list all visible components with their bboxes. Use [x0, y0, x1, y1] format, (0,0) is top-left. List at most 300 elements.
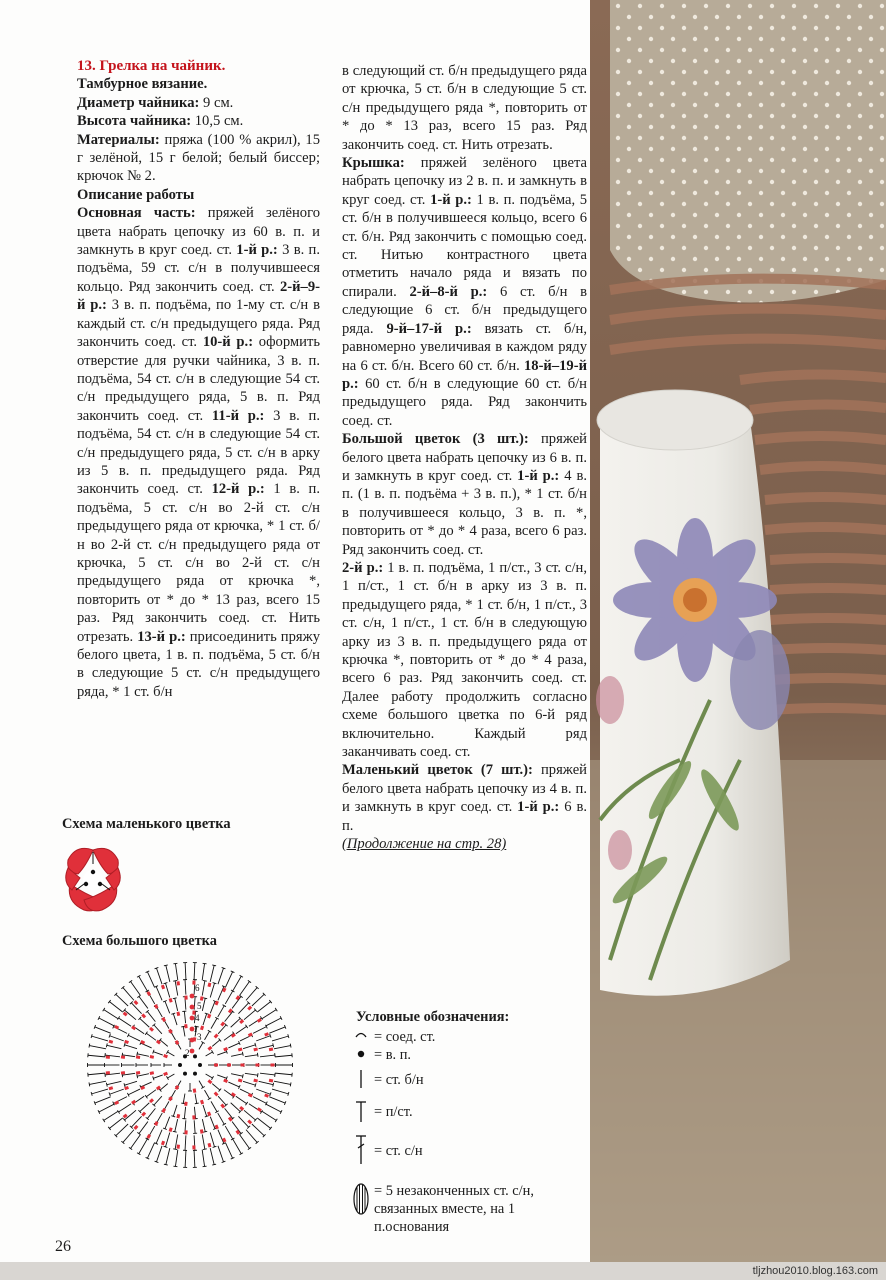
slip-stitch-mark: [256, 1064, 260, 1067]
slip-stitch-mark: [264, 1032, 269, 1036]
stitch-mark: [210, 965, 214, 982]
stitch-mark: [225, 1108, 233, 1118]
stitch-cap: [153, 1050, 154, 1054]
stitch-mark: [205, 1031, 210, 1040]
row-label: 9-й–17-й р.:: [386, 320, 472, 337]
lid-paragraph: [342, 154, 587, 430]
stitch-mark: [228, 1043, 239, 1048]
round-start-mark: [190, 1005, 195, 1010]
stitch-mark: [236, 1096, 247, 1103]
stitch-mark: [89, 1046, 106, 1049]
stitch-cap: [248, 980, 251, 982]
stitch-cap: [91, 1034, 92, 1038]
row-label: 11-й р.:: [211, 407, 265, 424]
stitch-mark: [147, 1108, 155, 1118]
stitch-mark: [185, 980, 186, 995]
slip-stitch-mark: [154, 1004, 159, 1009]
slip-stitch-mark: [176, 1114, 180, 1119]
stitch-mark: [257, 1118, 270, 1129]
slip-stitch-mark: [184, 1130, 187, 1134]
stitch-mark: [199, 1042, 203, 1049]
stitch-cap: [137, 1074, 138, 1078]
legend-title: Условные обозначения:: [356, 1009, 510, 1025]
chain-mark: [178, 1063, 182, 1067]
stitch-cap: [164, 1164, 168, 1165]
slip-stitch-mark: [106, 1071, 110, 1074]
legend-text: = соед. ст.: [374, 1029, 436, 1045]
stitch-cap: [203, 1131, 207, 1132]
legend-item: [350, 1182, 574, 1236]
stitch-cap: [203, 1166, 207, 1167]
stitch-mark: [244, 1010, 255, 1020]
stitch-mark: [217, 1052, 226, 1055]
big-flower-paragraph: [342, 430, 587, 559]
double-crochet-icon: [350, 1134, 372, 1166]
slip-stitch-mark: [175, 1040, 180, 1045]
stitch-mark: [153, 1052, 162, 1055]
small-flower-label: Маленький цветок (7 шт.):: [342, 762, 533, 779]
stitch-mark: [160, 1084, 168, 1090]
row-label: 1-й р.:: [517, 467, 560, 484]
diameter-label: Диаметр чайника:: [77, 94, 200, 111]
stitch-cap: [205, 1013, 209, 1014]
legend-text: = 5 незаконченных ст. с/н, связанных вместе, на 1 п.основания: [374, 1183, 534, 1235]
stitch-mark: [262, 1111, 276, 1120]
slip-stitch-mark: [163, 1054, 168, 1058]
slip-stitch-mark: [200, 1100, 204, 1105]
stitch-mark: [274, 1081, 291, 1084]
stitch-mark: [139, 1139, 148, 1154]
stitch-cap: [203, 963, 207, 964]
cluster-icon: [350, 1182, 372, 1216]
stitch-mark: [131, 1135, 141, 1149]
stitch-cap: [155, 967, 159, 968]
stitch-mark: [140, 1103, 150, 1112]
stitch-cap: [213, 1146, 217, 1147]
stitch-mark: [147, 1143, 154, 1158]
row-label: 1-й р.:: [517, 799, 560, 816]
stitch-cap: [173, 980, 177, 981]
stitch-mark: [88, 1073, 105, 1075]
stitch-mark: [156, 968, 162, 984]
description-heading: Описание работы: [77, 186, 195, 203]
row-text: 1 в. п. подъёма, 5 ст. б/н в получившееся кольцо, всего 6 ст. б/н. Ряд закончить с помощью соед. ст. Нитью контрастного цвета отметить начало ряда и вязать по спирали.: [342, 191, 588, 300]
slip-stitch-mark: [161, 1108, 166, 1113]
stitch-cap: [173, 1131, 177, 1132]
stitch-cap: [273, 1083, 274, 1087]
stitch-mark: [194, 1150, 195, 1167]
stitch-mark: [139, 1122, 148, 1134]
stitch-mark: [233, 976, 242, 991]
stitch-mark: [202, 1150, 204, 1167]
slip-stitch-mark: [161, 985, 165, 990]
chain-icon: [350, 1046, 372, 1060]
slip-stitch-mark: [223, 1047, 228, 1051]
stitch-mark: [109, 1002, 122, 1013]
technique-line: [77, 75, 320, 93]
stitch-mark: [246, 988, 257, 1001]
stitch-mark: [218, 1130, 224, 1144]
slip-stitch-mark: [239, 1106, 244, 1111]
stitch-mark: [141, 1043, 152, 1048]
stitch-mark: [262, 1010, 276, 1019]
stitch-cap: [270, 1034, 271, 1038]
stitch-mark: [218, 1096, 226, 1105]
stitch-mark: [246, 1130, 257, 1143]
stitch-mark: [125, 1045, 137, 1049]
stitch-mark: [154, 1096, 162, 1105]
stitch-mark: [231, 1074, 243, 1076]
stitch-cap: [242, 1052, 243, 1056]
slip-stitch-mark: [207, 1046, 212, 1051]
row-label: 13-й р.:: [137, 628, 186, 645]
stitch-mark: [92, 1089, 108, 1094]
slip-stitch-mark: [235, 1130, 240, 1135]
stitch-mark: [253, 1097, 266, 1104]
stitch-cap: [124, 1043, 125, 1047]
stitch-cap: [288, 1092, 289, 1096]
row-text: 4 в. п. (1 в. п. подъёма + 3 в. п.), * 1 ст. б/н в получившееся кольцо, 3 в. п. *, повторить от * до * 4 раза, всего 6 раз. Ряд закончить соед. ст.: [342, 467, 587, 558]
stitch-mark: [88, 1055, 105, 1057]
materials-value: пряжа (100 % акрил), 15 г зелёной, 15 г белой; белый биссер; крючок № 2.: [77, 131, 320, 185]
big-flower-row2-paragraph: [342, 559, 587, 761]
stitch-cap: [155, 1161, 159, 1162]
stitch-mark: [210, 1117, 215, 1129]
stitch-mark: [238, 1003, 248, 1014]
stitch-mark: [272, 1089, 288, 1094]
stitch-cap: [164, 1146, 168, 1147]
row-label: 2-й р.:: [342, 559, 384, 576]
single-crochet-icon: [350, 1068, 372, 1090]
row-text: 6 ст. б/н в следующие 6 ст. б/н предыдущего ряда.: [342, 283, 588, 337]
stitch-mark: [253, 1027, 266, 1034]
stitch-cap: [203, 980, 207, 981]
stitch-mark: [228, 1082, 239, 1087]
stitch-mark: [212, 1040, 220, 1046]
stitch-cap: [290, 1044, 291, 1048]
stitch-mark: [218, 968, 224, 984]
stitch-mark: [218, 1146, 224, 1162]
slip-stitch-mark: [176, 981, 180, 985]
stitch-mark: [240, 1135, 250, 1149]
stitch-mark: [194, 997, 195, 1010]
slip-stitch-mark: [200, 1129, 204, 1133]
lid-label: Крышка:: [342, 155, 405, 172]
stitch-cap: [255, 1043, 256, 1047]
stitch-mark: [245, 1073, 258, 1075]
round-start-mark: [190, 994, 195, 999]
round-number: 2: [185, 1048, 190, 1058]
stitch-mark: [233, 1139, 242, 1154]
lid-text: пряжей зелёного цвета набрать цепочку из 2 в. п. и замкнуть в круг соед. ст.: [342, 155, 587, 208]
slip-stitch-mark: [161, 1141, 165, 1146]
stitch-mark: [140, 1018, 150, 1027]
stitch-cap: [106, 1083, 107, 1087]
stitch-cap: [212, 1164, 216, 1165]
slip-stitch-mark: [184, 1024, 187, 1028]
polka-dot-fabric: [610, 0, 886, 303]
big-flower-diagram: [55, 960, 330, 1190]
legend-text: = в. п.: [374, 1047, 412, 1063]
row-label: 18-й–19-й р.:: [342, 357, 587, 392]
stitch-mark: [211, 1018, 217, 1028]
stitch-mark: [166, 965, 170, 982]
stitch-cap: [290, 1082, 291, 1086]
round-start-mark: [190, 1049, 195, 1054]
stitch-mark: [238, 1116, 248, 1127]
stitch-mark: [110, 1036, 124, 1041]
slip-stitch-mark: [253, 1048, 258, 1052]
stitch-mark: [231, 1018, 241, 1027]
legend-item: [350, 1028, 435, 1046]
slip-stitch-mark: [168, 1096, 173, 1101]
row-text: 1 в. п. подъёма, 1 п/ст., 3 ст. с/н, 1 п/ст., 1 ст. б/н в арку из 3 в. п. предыдущего ряда, * 1 ст. б/н, 1 п/ст., 3 ст. с/н, 1 п/ст., 1 ст. б/н в следующую арку из 3 в. п. предыдущего ряда от крючка *, повторить от * до * 4 раза, всего 6 раз. Ряд закончить соед. ст. Далее работу продолжить согласно схеме большого цветка по 6-й ряд включительно. Каждый ряд заканчивать соед. ст.: [342, 559, 588, 761]
stitch-mark: [218, 986, 224, 1000]
slip-stitch-mark: [149, 1027, 154, 1032]
slip-stitch-mark: [227, 1064, 231, 1067]
slip-stitch-mark: [247, 1006, 252, 1011]
stitch-mark: [146, 1090, 156, 1097]
stitch-mark: [116, 1124, 128, 1136]
stitch-mark: [107, 1081, 122, 1084]
stitch-mark: [272, 1036, 288, 1041]
stitch-cap: [270, 1092, 271, 1096]
stitch-mark: [89, 1081, 106, 1084]
stitch-cap: [257, 1073, 258, 1077]
stitch-mark: [147, 972, 154, 987]
small-flower-paragraph: [342, 761, 587, 835]
stitch-mark: [156, 1146, 162, 1162]
slip-stitch-mark: [269, 1079, 273, 1083]
slip-stitch-mark: [141, 1013, 146, 1018]
stitch-mark: [166, 1148, 170, 1165]
stitch-mark: [226, 1143, 233, 1158]
slip-stitch-mark: [134, 1125, 139, 1130]
row-text: 3 в. п. подъёма, по 1-му ст. с/н в каждый ст. с/н предыдущего ряда. Ряд закончить соед. ст.: [77, 297, 320, 351]
slip-stitch-mark: [214, 1064, 218, 1067]
continued-note[interactable]: (Продолжение на стр. 28): [342, 836, 507, 853]
pattern-title: 13. Грелка на чайник.: [77, 58, 226, 74]
stitch-cap: [173, 1149, 177, 1150]
stitch-mark: [185, 1135, 186, 1150]
text-column-left: [77, 57, 320, 701]
stitch-mark: [95, 1097, 111, 1103]
slip-stitch-mark: [214, 1034, 219, 1039]
slip-stitch-mark: [192, 1145, 195, 1149]
stitch-cap: [288, 1034, 289, 1038]
stitch-mark: [231, 1054, 243, 1056]
stitch-mark: [257, 1002, 270, 1013]
legend-text: = ст. с/н: [374, 1143, 423, 1159]
stitch-cap: [129, 980, 132, 982]
stitch-mark: [252, 994, 264, 1006]
stitch-mark: [92, 1036, 108, 1041]
stitch-mark: [173, 1105, 177, 1116]
slip-stitch-mark: [141, 1112, 146, 1117]
slip-stitch-mark: [163, 1072, 168, 1076]
stitch-mark: [175, 1119, 178, 1132]
round-start-mark: [190, 1016, 195, 1021]
stitch-cap: [106, 1043, 107, 1047]
stitch-mark: [139, 976, 148, 991]
stitch-mark: [252, 1124, 264, 1136]
text-column-right: [342, 62, 587, 853]
height-label: Высота чайника:: [77, 113, 192, 130]
stitch-mark: [202, 981, 205, 996]
stitch-mark: [210, 1148, 214, 1165]
slip-stitch-mark: [146, 991, 151, 996]
slip-stitch-mark: [223, 1079, 228, 1083]
slip-stitch-mark: [140, 1086, 145, 1090]
stitch-mark: [231, 1103, 241, 1112]
row-text: оформить отверстие для ручки чайника, 3 в. п. подъёма, 54 ст. с/н в следующие 54 ст. с/н предыдущего ряда, 5 в. п. Ряд закончить соед. ст.: [77, 334, 321, 424]
chain-mark: [183, 1072, 187, 1076]
legend: [350, 1008, 590, 1235]
slip-stitch-mark: [257, 1107, 262, 1112]
stitch-mark: [99, 1018, 114, 1026]
stitch-mark: [210, 1001, 215, 1013]
stitch-cap: [257, 1053, 258, 1057]
stitch-mark: [123, 988, 134, 1001]
stitch-cap: [129, 1147, 132, 1149]
stitch-mark: [202, 964, 204, 981]
row-label: 2-й–8-й р.:: [409, 283, 488, 300]
slip-stitch-mark: [208, 983, 212, 988]
row-text: присоединить пряжу белого цвета, 1 в. п. подъёма, 5 ст. б/н в следующие 5 ст. с/н предыдущего ряда, * 1 ст. б/н: [77, 628, 320, 700]
stitch-mark: [199, 1081, 203, 1088]
stitch-mark: [226, 972, 233, 987]
stitch-mark: [156, 986, 162, 1000]
small-flower-scheme-caption: Схема маленького цветка: [62, 816, 231, 832]
stitch-mark: [211, 1101, 217, 1111]
stitch-mark: [153, 1075, 162, 1078]
chain-mark: [193, 1054, 197, 1058]
slip-stitch-mark: [253, 1079, 258, 1083]
stitch-mark: [274, 1046, 291, 1049]
stitch-mark: [128, 1089, 140, 1095]
continued-link-line: [342, 835, 587, 853]
slip-stitch-mark: [193, 1088, 197, 1092]
stitch-mark: [275, 1073, 292, 1075]
legend-text: = п/ст.: [374, 1104, 413, 1120]
stitch-cap: [273, 1043, 274, 1047]
slip-stitch-mark: [109, 1086, 114, 1090]
stitch-cap: [255, 1083, 256, 1087]
stitch-mark: [175, 1150, 177, 1167]
stitch-cap: [212, 965, 216, 966]
row-label: 1-й р.:: [430, 191, 472, 208]
stitch-mark: [165, 983, 169, 997]
stitch-mark: [139, 996, 148, 1008]
legend-item: [350, 1068, 424, 1090]
stitch-mark: [266, 1104, 281, 1112]
slip-stitch-mark: [134, 1000, 139, 1005]
stitch-mark: [128, 1035, 140, 1041]
materials-label: Материалы:: [77, 131, 160, 148]
stitch-mark: [218, 1025, 226, 1034]
stitch-cap: [173, 998, 177, 999]
stitch-mark: [119, 1018, 132, 1026]
stitch-mark: [275, 1055, 292, 1057]
stitch-cap: [195, 1103, 199, 1104]
legend-item: [350, 1046, 411, 1064]
stitch-mark: [110, 1089, 124, 1094]
stitch-cap: [89, 1082, 90, 1086]
chain-mark: [193, 1072, 197, 1076]
legend-text: = ст. б/н: [374, 1072, 424, 1088]
stitch-mark: [194, 1120, 195, 1133]
slip-stitch-mark: [169, 998, 173, 1003]
main-part-label: Основная часть:: [77, 205, 196, 222]
row-text: 3 в. п. подъёма, 54 ст. с/н в следующие 54 ст. с/н предыдущего ряда, 5 ст. с/н в арку из 5 в. п. предыдущего ряда. Ряд закончить соед. ст.: [77, 407, 320, 498]
stitch-mark: [109, 1118, 122, 1129]
stitch-mark: [167, 1074, 174, 1078]
round-number: 6: [195, 983, 200, 993]
slip-stitch-mark: [208, 1143, 212, 1148]
row-text: 1 в. п. подъёма, 5 ст. с/н во 2-й ст. с/н предыдущего ряда от крючка, * 1 ст. б/н во 2-й ст. с/н предыдущего ряда от крючка, 5 ст. с/н во 2-й ст. с/н предыдущего ряда от крючка *, повторить от * до * 13 раз, всего 15 раз. Ряд закончить соед. ст. Нить отрезать.: [77, 481, 321, 645]
stitch-mark: [269, 1027, 285, 1033]
row-text: вязать ст. б/н, равномерно увеличивая в каждом ряду на 6 ст. б/н. Всего 60 ст. б/н.: [342, 320, 587, 374]
legend-item: [350, 1134, 423, 1166]
slip-stitch-mark: [192, 1115, 195, 1119]
stitch-cap: [153, 1076, 154, 1080]
stitch-mark: [123, 1130, 134, 1143]
big-flower-text: пряжей белого цвета набрать цепочку из 6 в. п. и замкнуть в круг соед. ст.: [342, 431, 587, 484]
stitch-mark: [167, 1052, 174, 1056]
stitch-cap: [171, 1013, 175, 1014]
legend-item: [350, 1100, 413, 1124]
stitch-cap: [203, 998, 207, 999]
slip-stitch-mark: [150, 1055, 155, 1059]
small-flower-text: пряжей белого цвета набрать цепочку из 4 в. п. и замкнуть в круг соед. ст.: [342, 762, 587, 816]
stitch-mark: [243, 1081, 255, 1085]
row-label: 1-й р.:: [236, 242, 278, 259]
stitch-cap: [173, 963, 177, 964]
stitch-cap: [109, 1092, 110, 1096]
row-text: 60 ст. б/н в следующие 60 ст. б/н предыдущего ряда. Ряд закончить соед. ст.: [342, 375, 587, 429]
stitch-mark: [99, 1104, 114, 1112]
slip-stitch-mark: [136, 1055, 140, 1059]
slip-stitch-mark: [220, 1104, 225, 1109]
stitch-mark: [175, 998, 178, 1011]
height-value: 10,5 см.: [191, 113, 244, 130]
stitch-mark: [173, 1014, 177, 1025]
page-number: 26: [55, 1238, 71, 1255]
chain-mark: [198, 1063, 202, 1067]
stitch-mark: [202, 1134, 205, 1149]
stitch-mark: [160, 1040, 168, 1046]
stitch-cap: [203, 1149, 207, 1150]
continuation-paragraph: в следующий ст. б/н предыдущего ряда от крючка, 5 ст. б/н в следующие 5 ст. с/н предыдущего ряда *, повторить от * до * 13 раз, всего 15 раз. Ряд закончить соед. ст. Нить отрезать.: [342, 63, 587, 153]
slip-stitch-mark: [121, 1055, 125, 1058]
round-number: 1: [193, 1024, 198, 1034]
row-label: 10-й р.:: [202, 334, 254, 351]
slip-stitch-mark: [214, 1091, 219, 1096]
stitch-mark: [256, 1089, 270, 1094]
slip-stitch-mark: [238, 1048, 243, 1052]
stitch-mark: [243, 1045, 255, 1049]
stitch-mark: [205, 1090, 210, 1099]
stitch-cap: [222, 1161, 226, 1162]
stitch-mark: [203, 1014, 207, 1025]
slip-stitch-mark: [136, 1071, 140, 1075]
stitch-mark: [146, 1033, 156, 1040]
stitch-mark: [195, 1094, 197, 1104]
stitch-mark: [260, 1073, 275, 1075]
stitch-mark: [225, 991, 233, 1004]
stitch-cap: [91, 1092, 92, 1096]
slip-stitch-mark: [184, 1102, 187, 1106]
